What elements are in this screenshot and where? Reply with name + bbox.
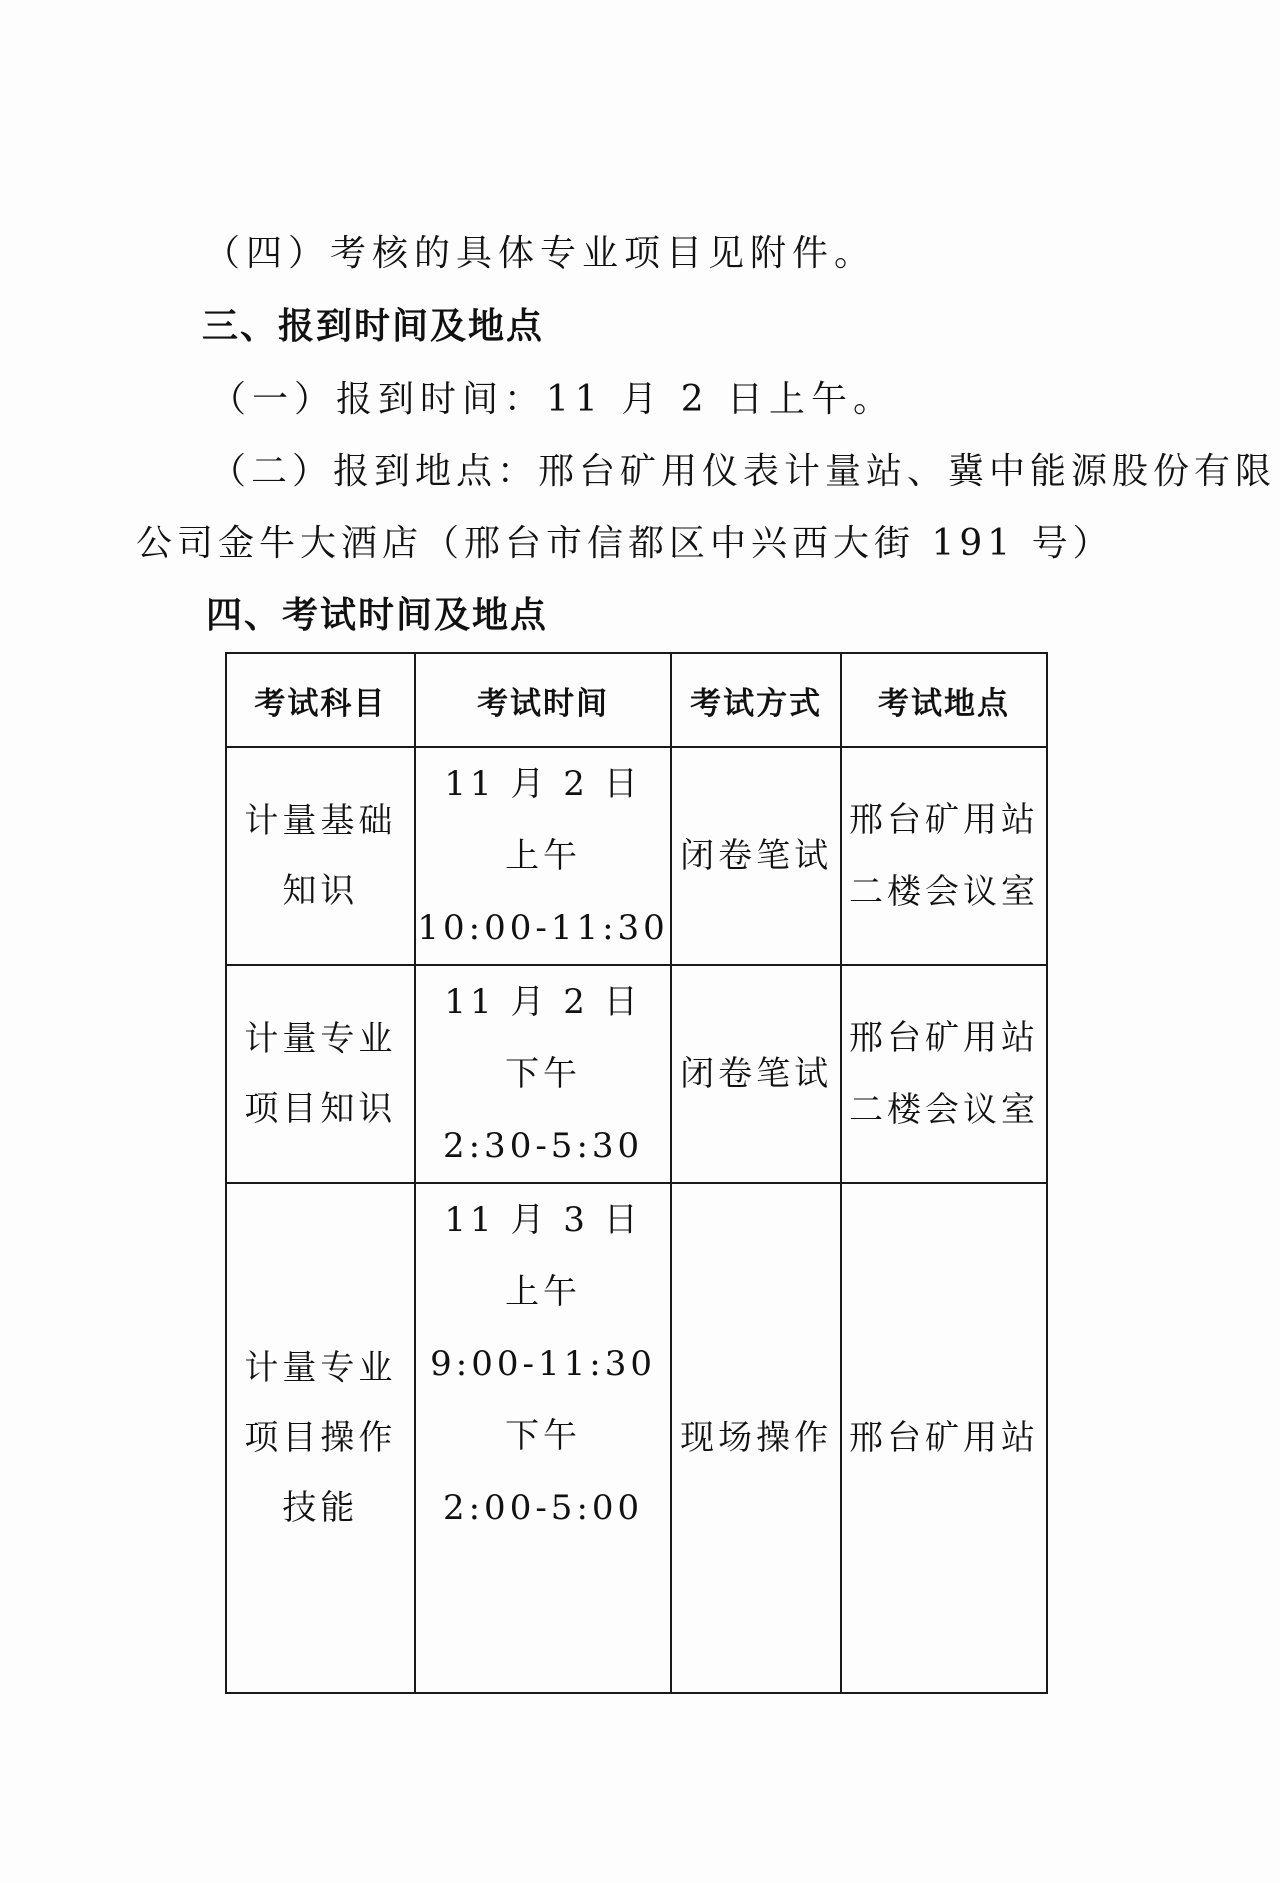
cell-text: 闭卷笔试 bbox=[680, 836, 833, 876]
cell-text: 上午 bbox=[505, 836, 582, 876]
exam-schedule-table bbox=[225, 652, 1048, 1694]
section-3-heading: 三、报到时间及地点 bbox=[202, 306, 545, 347]
cell-text: 现场操作 bbox=[680, 1418, 833, 1458]
section-3-item-1: （一）报到时间：11 月 2 日上午。 bbox=[210, 379, 896, 420]
cell-time bbox=[415, 965, 671, 1183]
header-subject: 考试科目 bbox=[226, 653, 415, 747]
section-2-item-4: （四）考核的具体专业项目见附件。 bbox=[204, 233, 877, 274]
cell-text: 11 月 3 日 bbox=[444, 1200, 642, 1240]
cell-text: 知识 bbox=[282, 871, 359, 911]
cell-text: 下午 bbox=[505, 1054, 582, 1094]
cell-text: 项目知识 bbox=[244, 1089, 397, 1129]
cell-text: 二楼会议室 bbox=[848, 1090, 1039, 1130]
cell-place bbox=[841, 1183, 1047, 1693]
cell-method bbox=[671, 1183, 841, 1693]
cell-text: 邢台矿用站 bbox=[848, 800, 1039, 840]
cell-time bbox=[415, 747, 671, 965]
header-place: 考试地点 bbox=[841, 653, 1047, 747]
cell-subject bbox=[226, 1183, 415, 1693]
table-row bbox=[226, 965, 1047, 1183]
cell-subject bbox=[226, 747, 415, 965]
cell-text: 二楼会议室 bbox=[848, 872, 1039, 912]
cell-text: 邢台矿用站 bbox=[848, 1418, 1039, 1458]
cell-text: 上午 bbox=[505, 1272, 582, 1312]
cell-text: 11 月 2 日 bbox=[444, 764, 642, 804]
cell-text: 技能 bbox=[282, 1488, 359, 1528]
cell-text: 计量专业 bbox=[244, 1348, 397, 1388]
table-row bbox=[226, 1183, 1047, 1693]
cell-text: 2:30-5:30 bbox=[442, 1126, 644, 1166]
cell-method bbox=[671, 747, 841, 965]
section-4-heading: 四、考试时间及地点 bbox=[206, 595, 549, 636]
cell-text: 计量专业 bbox=[244, 1019, 397, 1059]
cell-text: 下午 bbox=[505, 1416, 582, 1456]
cell-place bbox=[841, 747, 1047, 965]
section-3-item-2-line-1: （二）报到地点：邢台矿用仪表计量站、冀中能源股份有限 bbox=[210, 451, 1277, 492]
cell-text: 计量基础 bbox=[244, 801, 397, 841]
cell-text: 闭卷笔试 bbox=[680, 1054, 833, 1094]
cell-time bbox=[415, 1183, 671, 1693]
cell-text: 9:00-11:30 bbox=[430, 1344, 656, 1384]
cell-place bbox=[841, 965, 1047, 1183]
cell-text: 项目操作 bbox=[244, 1418, 397, 1458]
cell-subject bbox=[226, 965, 415, 1183]
cell-text: 2:00-5:00 bbox=[442, 1488, 644, 1528]
header-time: 考试时间 bbox=[415, 653, 671, 747]
table-row bbox=[226, 747, 1047, 965]
table-header-row bbox=[226, 653, 1047, 747]
section-3-item-2-line-2: 公司金牛大酒店（邢台市信都区中兴西大街 191 号） bbox=[136, 523, 1114, 564]
cell-method bbox=[671, 965, 841, 1183]
cell-text: 10:00-11:30 bbox=[417, 908, 669, 948]
cell-text: 11 月 2 日 bbox=[444, 982, 642, 1022]
cell-text: 邢台矿用站 bbox=[848, 1018, 1039, 1058]
header-method: 考试方式 bbox=[671, 653, 841, 747]
